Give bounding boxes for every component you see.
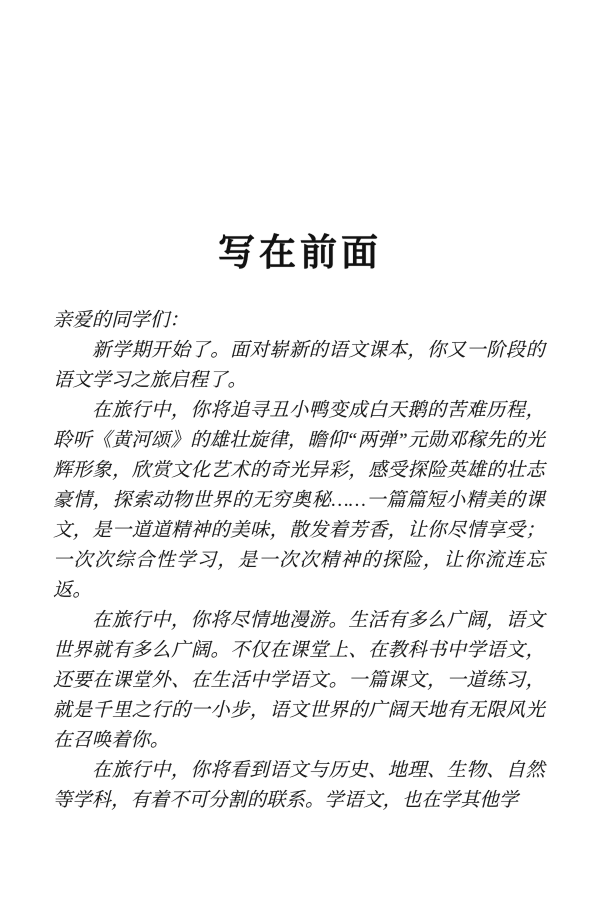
paragraph-1: 新学期开始了。面对崭新的语文课本，你又一阶段的语文学习之旅启程了。 — [53, 340, 545, 391]
page-title: 写在前面 — [218, 230, 382, 274]
paragraph-3: 在旅行中，你将尽情地漫游。生活有多么广阔，语文世界就有多么广阔。不仅在课堂上、在教科书中学语文，还要在课堂外、在生活中学语文。一篇课文，一道练习，就是千里之行的一小步，语文世界的广阔天地有无限风光在召唤着你。 — [53, 610, 545, 751]
paragraph-4: 在旅行中，你将看到语文与历史、地理、生物、自然等学科，有着不可分割的联系。学语文，也在学其他学 — [53, 760, 545, 811]
salutation-line: 亲爱的同学们： — [53, 310, 189, 331]
body-text-block — [53, 306, 545, 816]
paragraph-2: 在旅行中，你将追寻丑小鸭变成白天鹅的苦难历程，聆听《黄河颂》的雄壮旋律，瞻仰“两弹”元勋邓稼先的光辉形象，欣赏文化艺术的奇光异彩，感受探险英雄的壮志豪情，探索动物世界的无穷奥秘……一篇篇短小精美的课文，是一道道精神的美味，散发着芳香，让你尽情享受；一次次综合性学习，是一次次精神的探险，让你流连忘返。 — [53, 400, 545, 601]
